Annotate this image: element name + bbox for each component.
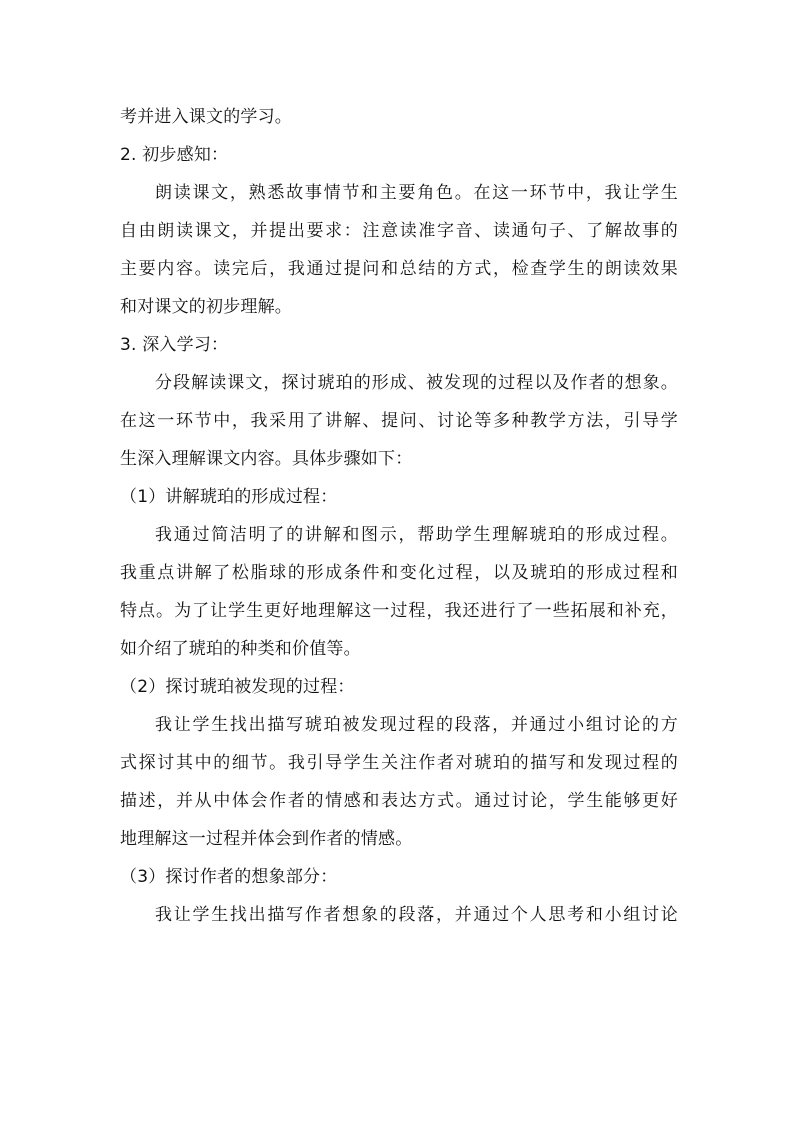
paragraph-line: 描述，并从中体会作者的情感和表达方式。通过讨论，学生能够更好 [120,791,678,811]
paragraph-line: 我让学生找出描写作者想象的段落，并通过个人思考和小组讨论 [155,905,678,925]
paragraph-line: 我重点讲解了松脂球的形成条件和变化过程，以及琥珀的形成过程和 [120,563,678,583]
paragraph-line: 分段解读课文，探讨琥珀的形成、被发现的过程以及作者的想象。 [155,373,678,393]
paragraph-line: 地理解这一过程并体会到作者的情感。 [120,829,413,849]
document-body [120,98,678,934]
paragraph-line: 考并进入课文的学习。 [120,107,292,127]
paragraph-line: 在这一环节中，我采用了讲解、提问、讨论等多种教学方法，引导学 [120,411,678,431]
paragraph-line: 主要内容。读完后，我通过提问和总结的方式，检查学生的朗读效果 [120,259,678,279]
paragraph-line: 生深入理解课文内容。具体步骤如下： [120,449,413,469]
paragraph-line: 和对课文的初步理解。 [120,297,292,317]
section-heading: （1）讲解琥珀的形成过程： [120,487,338,507]
paragraph-line: 式探讨其中的细节。我引导学生关注作者对琥珀的描写和发现过程的 [120,753,678,773]
paragraph-line: 我让学生找出描写琥珀被发现过程的段落，并通过小组讨论的方 [155,715,678,735]
section-heading: 3. 深入学习： [120,335,229,355]
paragraph-line: 如介绍了琥珀的种类和价值等。 [120,639,361,659]
paragraph-line: 朗读课文，熟悉故事情节和主要角色。在这一环节中，我让学生 [155,183,678,203]
section-heading: （3）探讨作者的想象部分： [120,867,338,887]
paragraph-line: 我通过简洁明了的讲解和图示，帮助学生理解琥珀的形成过程。 [155,525,678,545]
section-heading: 2. 初步感知： [120,145,229,165]
section-heading: （2）探讨琥珀被发现的过程： [120,677,355,697]
paragraph-line: 自由朗读课文，并提出要求：注意读准字音、读通句子、了解故事的 [120,221,678,241]
paragraph-line: 特点。为了让学生更好地理解这一过程，我还进行了一些拓展和补充， [120,601,678,621]
